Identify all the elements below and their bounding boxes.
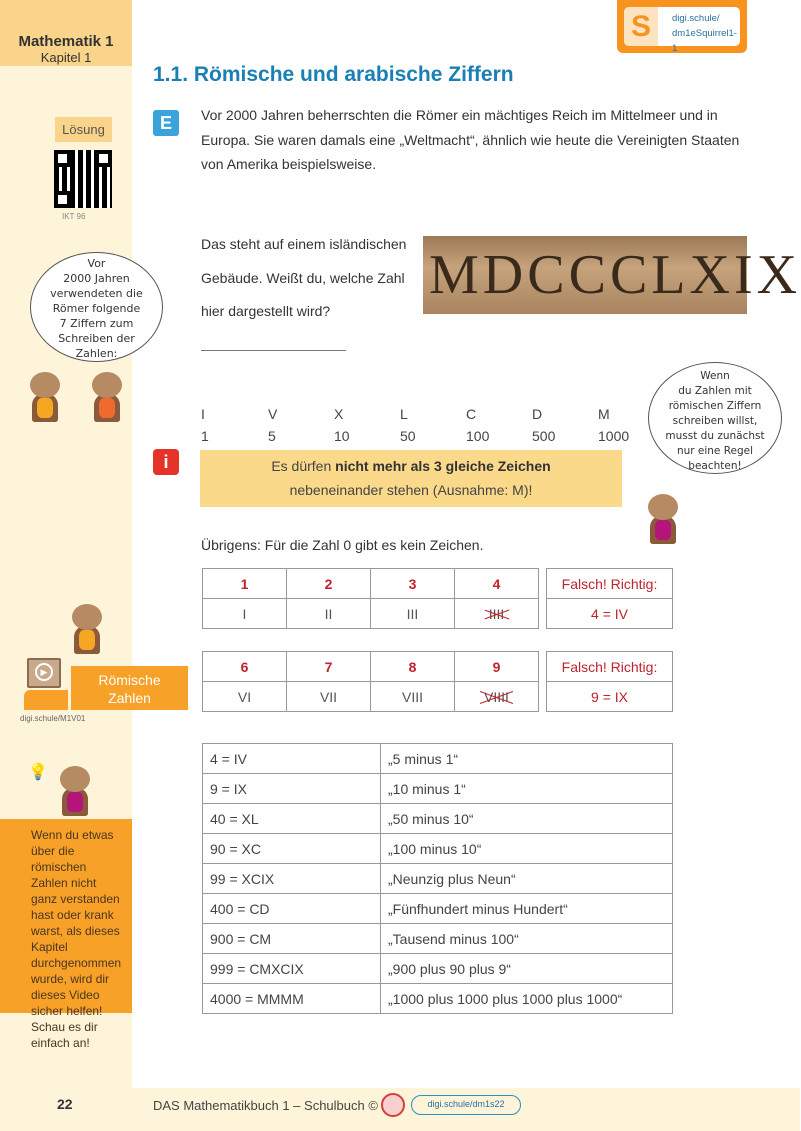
table-cell: II (287, 599, 371, 629)
table-cell: 90 = XC (203, 834, 381, 864)
table-cell: 4 (455, 569, 539, 599)
roman-symbol: C (466, 406, 477, 422)
table-cell: VII (287, 682, 371, 712)
table-cell: 2 (287, 569, 371, 599)
bubble-line: verwendeten die (50, 287, 143, 300)
table-cell: III (371, 599, 455, 629)
roman-symbol: D (532, 406, 543, 422)
bubble-line: 7 Ziffern zum (59, 317, 134, 330)
table-row (203, 744, 673, 774)
table-cell: 1 (203, 569, 287, 599)
video-tip-text: Wenn du etwas über die römischen Zahlen nicht ganz verstanden hast oder krank warst, als dieses Kapitel durchgenommen wurde, wird dir dieses Video sicher helfen! Schau es dir einfach an! (0, 819, 132, 1013)
qr-code-icon[interactable] (54, 150, 112, 208)
arabic-value: 500 (532, 428, 556, 444)
table-cell: 8 (371, 652, 455, 682)
roman-symbol: L (400, 406, 408, 422)
table-cell: „5 minus 1“ (381, 744, 673, 774)
bubble-line: Römer folgende (52, 302, 141, 315)
table-cell: 9 = IX (203, 774, 381, 804)
arabic-value: 10 (334, 428, 350, 444)
arabic-value: 1 (201, 428, 209, 444)
roman-table-2 (202, 651, 539, 712)
video-base (24, 690, 68, 710)
table-cell: 4000 = MMMM (203, 984, 381, 1014)
bubble-line: beachten! (688, 460, 742, 472)
table-cell: „100 minus 10“ (381, 834, 673, 864)
lightbulb-icon: 💡 (28, 764, 48, 781)
table-cell: I (203, 599, 287, 629)
video-link-button[interactable] (71, 666, 188, 710)
dog-illustration (52, 766, 96, 816)
bubble-line: Wenn (700, 370, 730, 382)
squirrel-link[interactable] (617, 0, 747, 53)
correction-box-1 (546, 568, 673, 629)
table-row (203, 864, 673, 894)
answer-line[interactable] (201, 350, 346, 351)
table-cell (455, 599, 539, 629)
video-title-line: Römische (98, 672, 161, 688)
correction-box-2 (546, 651, 673, 712)
table-row (203, 924, 673, 954)
question-line: Gebäude. Weißt du, welche Zahl (201, 270, 405, 286)
table-row (203, 774, 673, 804)
footer-text: DAS Mathematikbuch 1 – Schulbuch © (153, 1098, 378, 1113)
table-cell: 7 (287, 652, 371, 682)
roman-symbol: M (598, 406, 610, 422)
roman-symbol: X (334, 406, 344, 422)
table-cell: „Neunzig plus Neun“ (381, 864, 673, 894)
table-cell: VIII (371, 682, 455, 712)
table-cell: „1000 plus 1000 plus 1000 plus 1000“ (381, 984, 673, 1014)
examples-table (202, 743, 673, 1014)
table-cell: 6 (203, 652, 287, 682)
table-cell: „10 minus 1“ (381, 774, 673, 804)
inscription-image: MDCCCLXIX (423, 236, 747, 314)
roman-symbol: I (201, 406, 205, 422)
roman-table-1 (202, 568, 539, 629)
speech-bubble-right (648, 362, 782, 474)
table-row (203, 894, 673, 924)
table-cell: „50 minus 10“ (381, 804, 673, 834)
section-title: 1.1. Römische und arabische Ziffern (153, 63, 514, 86)
chapter-header (0, 0, 132, 66)
table-row (203, 804, 673, 834)
table-cell: 999 = CMXCIX (203, 954, 381, 984)
squirrel-url-line: digi.schule/ (672, 13, 720, 24)
bubble-line: du Zahlen mit (678, 385, 752, 397)
rule-bold: nicht mehr als 3 gleiche Zeichen (335, 458, 551, 474)
rule-box (200, 450, 622, 507)
roman-symbol: V (268, 406, 278, 422)
solution-label: Lösung (55, 117, 112, 142)
chapter-label: Kapitel 1 (40, 50, 92, 65)
table-row (203, 954, 673, 984)
table-cell: „900 plus 90 plus 9“ (381, 954, 673, 984)
table-cell: Falsch! Richtig: (547, 569, 673, 599)
table-cell: 3 (371, 569, 455, 599)
table-cell (455, 682, 539, 712)
bubble-line: Schreiben der (58, 332, 135, 345)
publisher-logo-icon (381, 1093, 405, 1117)
squirrel-icon: S (624, 7, 658, 46)
qr-code-label: IKT 96 (62, 212, 86, 221)
table-cell: 4 = IV (203, 744, 381, 774)
dog-illustration (84, 372, 128, 422)
table-cell: 40 = XL (203, 804, 381, 834)
intro-text: Vor 2000 Jahren beherrschten die Römer ein mächtiges Reich im Mittelmeer und in Europa. Sie waren damals eine „Weltmacht“, ähnlich wie heute die Vereinigten Staaten von Amerika beispielsweise. (201, 107, 740, 172)
crossed-out-roman: VIIII (484, 688, 509, 705)
squirrel-url-line: dm1eSquirrel1-1 (672, 28, 737, 54)
bubble-line: 2000 Jahren (63, 272, 130, 285)
dog-illustration (64, 604, 108, 654)
speech-bubble-left (30, 252, 163, 362)
rule-text: Es dürfen (271, 458, 336, 474)
bubble-line: musst du zunächst (665, 430, 765, 442)
bubble-line: römischen Ziffern (668, 400, 762, 412)
dog-illustration (22, 372, 66, 422)
table-cell: 9 = IX (547, 682, 673, 712)
zero-note: Übrigens: Für die Zahl 0 gibt es kein Zeichen. (201, 537, 484, 553)
table-row (203, 834, 673, 864)
table-cell: „Tausend minus 100“ (381, 924, 673, 954)
page-number: 22 (57, 1096, 73, 1112)
video-play-icon[interactable]: ▶ (27, 658, 61, 688)
bubble-line: Vor (87, 257, 106, 270)
arabic-value: 5 (268, 428, 276, 444)
arabic-value: 50 (400, 428, 416, 444)
table-cell: 9 (455, 652, 539, 682)
dog-with-pointer-illustration (640, 494, 684, 544)
crossed-out-roman: IIII (488, 605, 505, 622)
question-line: Das steht auf einem isländischen (201, 236, 407, 252)
footer-url-link[interactable]: digi.schule/dm1s22 (411, 1095, 521, 1115)
table-cell: Falsch! Richtig: (547, 652, 673, 682)
arabic-value: 1000 (598, 428, 630, 444)
table-cell: „Fünfhundert minus Hundert“ (381, 894, 673, 924)
e-badge-icon: E (153, 110, 179, 136)
table-row (203, 984, 673, 1014)
video-url[interactable]: digi.schule/M1V01 (20, 714, 86, 723)
bubble-line: schreiben willst, (672, 415, 758, 427)
video-title-line: Zahlen (108, 690, 151, 706)
bubble-line: nur eine Regel (676, 445, 754, 457)
table-cell: 400 = CD (203, 894, 381, 924)
arabic-value: 100 (466, 428, 490, 444)
table-cell: 99 = XCIX (203, 864, 381, 894)
table-cell: 900 = CM (203, 924, 381, 954)
table-cell: 4 = IV (547, 599, 673, 629)
question-line: hier dargestellt wird? (201, 303, 331, 319)
rule-text: nebeneinander stehen (Ausnahme: M)! (289, 482, 533, 498)
info-badge-icon: i (153, 449, 179, 475)
book-title: Mathematik 1 (18, 33, 114, 50)
bubble-line: Zahlen: (75, 347, 118, 360)
table-cell: VI (203, 682, 287, 712)
